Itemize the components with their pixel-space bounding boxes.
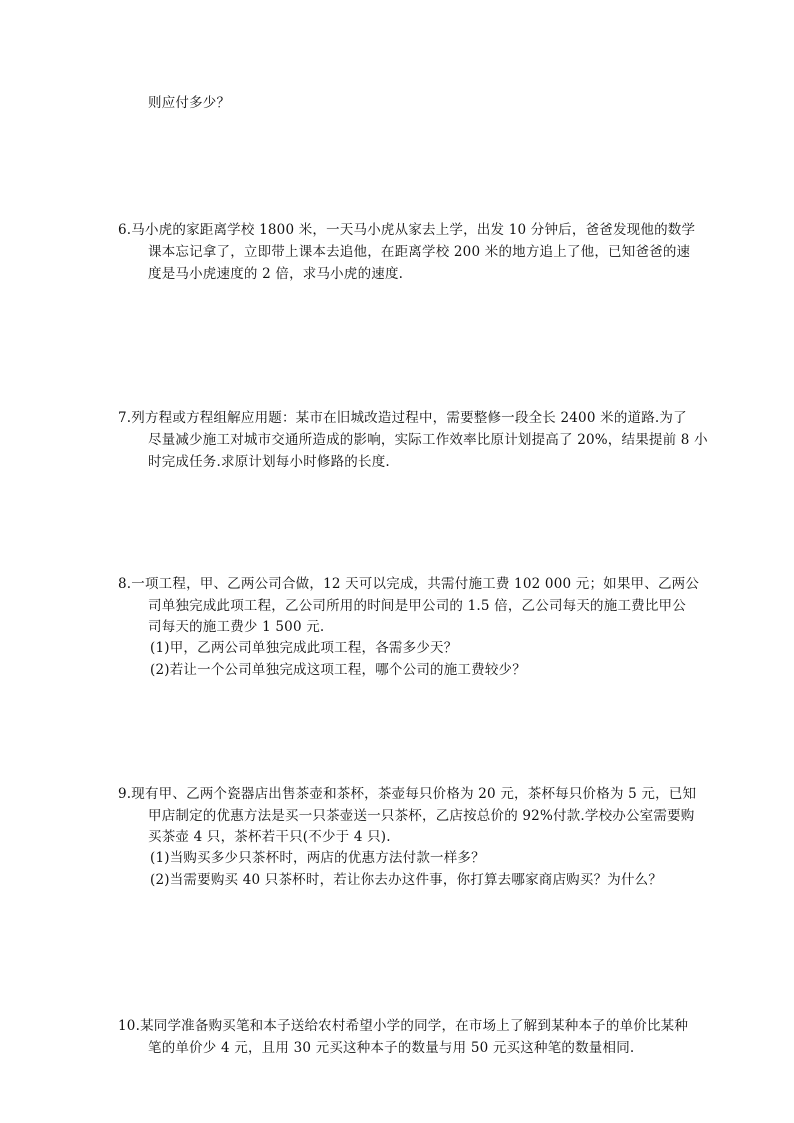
problem-8-line-2: 司单独完成此项工程，乙公司所用的时间是甲公司的 1.5 倍，乙公司每天的施工费比甲公 [148, 598, 686, 614]
problem-6-line-1: 6.马小虎的家距离学校 1800 米，一天马小虎从家去上学，出发 10 分钟后，爸爸发现他的数学 [118, 222, 696, 238]
carryover-line: 则应付多少？ [148, 95, 231, 111]
problem-7-line-1: 7.列方程或方程组解应用题：某市在旧城改造过程中，需要整修一段全长 2400 米的道路.为了 [118, 410, 687, 426]
problem-8-sub-1: (1)甲，乙两公司单独完成此项工程，各需多少天？ [150, 640, 458, 656]
problem-9-sub-1: (1)当购买多少只茶杯时，两店的优惠方法付款一样多？ [150, 850, 485, 866]
problem-7-line-2: 尽量减少施工对城市交通所造成的影响，实际工作效率比原计划提高了 20%，结果提前 8 小 [148, 432, 708, 448]
problem-10-line-1: 10.某同学准备购买笔和本子送给农村希望小学的同学，在市场上了解到某种本子的单价比某种 [118, 1018, 689, 1034]
problem-9-line-2: 甲店制定的优惠方法是买一只茶壶送一只茶杯，乙店按总价的 92%付款.学校办公室需要购 [148, 808, 695, 824]
problem-10-line-2: 笔的单价少 4 元，且用 30 元买这种本子的数量与用 50 元买这种笔的数量相同. [148, 1040, 635, 1056]
problem-8-line-3: 司每天的施工费少 1 500 元. [148, 619, 325, 635]
problem-7-line-3: 时完成任务.求原计划每小时修路的长度. [148, 454, 390, 470]
problem-9-line-3: 买茶壶 4 只，茶杯若干只(不少于 4 只). [148, 829, 391, 845]
problem-9-line-1: 9.现有甲、乙两个瓷器店出售茶壶和茶杯，茶壶每只价格为 20 元，茶杯每只价格为 5 元，已知 [118, 786, 697, 802]
problem-8-sub-2: (2)若让一个公司单独完成这项工程，哪个公司的施工费较少？ [150, 662, 526, 678]
problem-6-line-2: 课本忘记拿了，立即带上课本去追他，在距离学校 200 米的地方追上了他，已知爸爸的速 [148, 244, 691, 260]
problem-8-line-1: 8.一项工程，甲、乙两公司合做，12 天可以完成，共需付施工费 102 000 元；如果甲、乙两公 [118, 576, 700, 592]
problem-6-line-3: 度是马小虎速度的 2 倍，求马小虎的速度. [148, 266, 404, 282]
problem-9-sub-2: (2)当需要购买 40 只茶杯时，若让你去办这件事，你打算去哪家商店购买？为什么？ [150, 872, 663, 888]
